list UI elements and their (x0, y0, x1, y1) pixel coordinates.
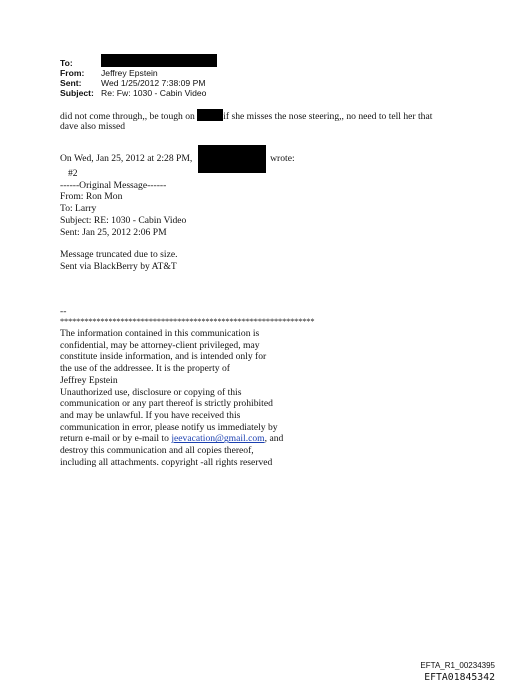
quoted-message (60, 168, 186, 238)
disclaimer (60, 328, 283, 468)
subject-value: Re: Fw: 1030 - Cabin Video (101, 88, 207, 98)
quoted-line-2: From: Ron Mon (60, 191, 123, 203)
truncation-notice (60, 249, 177, 272)
to-row (60, 58, 217, 68)
disclaimer-line-1: confidential, may be attorney-client privileged, may (60, 339, 260, 351)
body-text-2: dave also missed (60, 121, 126, 132)
body-text-1b: if she misses the nose steering,, no need to tell her that (223, 111, 433, 122)
stars-divider: *************************************************************** (60, 317, 315, 326)
quoted-line-1: ------Original Message------ (60, 179, 167, 191)
sent-value: Wed 1/25/2012 7:38:09 PM (101, 78, 206, 88)
disclaimer-link-line (60, 433, 283, 445)
subject-row (60, 88, 217, 98)
signature-dash: -- (60, 306, 67, 317)
email-header (60, 58, 217, 98)
subject-label: Subject: (60, 88, 94, 98)
disclaimer-line-8: communication in error, please notify us immediately by (60, 421, 278, 433)
disclaimer-end-0: destroy this communication and all copies thereof, (60, 445, 254, 457)
redaction-sender (198, 145, 266, 173)
disclaimer-link-suffix: , and (264, 433, 284, 445)
disclaimer-line-0: The information contained in this communication is (60, 328, 260, 339)
redaction-name-1 (197, 109, 223, 121)
truncated-line-0: Message truncated due to size. (60, 249, 178, 260)
disclaimer-line-7: and may be unlawful. If you have received this (60, 409, 241, 421)
body-text-1a: did not come through,, be tough on (60, 111, 195, 122)
from-value: Jeffrey Epstein (101, 68, 158, 78)
sent-label: Sent: (60, 78, 82, 88)
disclaimer-line-4: Jeffrey Epstein (60, 374, 118, 386)
quoted-line-4: Subject: RE: 1030 - Cabin Video (60, 214, 187, 226)
quoted-line-3: To: Larry (60, 203, 97, 215)
wrote-suffix: wrote: (270, 153, 295, 164)
to-label: To: (60, 58, 73, 68)
disclaimer-line-5: Unauthorized use, disclosure or copying of this (60, 386, 242, 398)
bates-number-2: EFTA01845342 (424, 672, 495, 683)
from-row (60, 68, 217, 78)
disclaimer-line-6: communication or any part thereof is strictly prohibited (60, 398, 273, 410)
disclaimer-end-1: including all attachments. copyright -all rights reserved (60, 456, 273, 468)
sent-row (60, 78, 217, 88)
from-label: From: (60, 68, 85, 78)
body-line-2 (60, 121, 125, 132)
quoted-line-0: #2 (68, 168, 78, 179)
disclaimer-line-3: the use of the addressee. It is the property of (60, 363, 230, 375)
quoted-line-5: Sent: Jan 25, 2012 2:06 PM (60, 226, 167, 238)
disclaimer-line-2: constitute inside information, and is intended only for (60, 351, 267, 363)
redaction-to (101, 54, 217, 67)
email-link[interactable]: jeevacation@gmail.com (171, 433, 265, 445)
bates-number-1: EFTA_R1_00234395 (420, 661, 495, 670)
truncated-line-1: Sent via BlackBerry by AT&T (60, 260, 177, 272)
wrote-prefix: On Wed, Jan 25, 2012 at 2:28 PM, (60, 153, 193, 164)
disclaimer-link-prefix: return e-mail or by e-mail to (60, 433, 172, 445)
